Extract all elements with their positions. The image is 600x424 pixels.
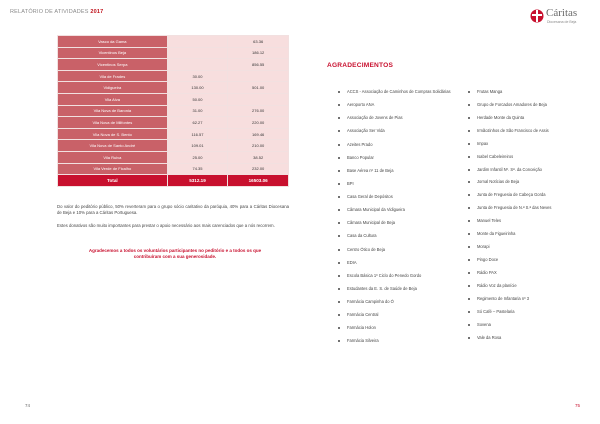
table-cell-value-b bbox=[228, 93, 289, 105]
agradecimento-item: Estudantes da E. S. de Saúde de Beja bbox=[337, 286, 457, 292]
header-year: 2017 bbox=[90, 9, 104, 15]
table-cell-location: Vila Ruiva bbox=[58, 151, 168, 163]
table-row bbox=[58, 59, 289, 71]
table-cell-location: Vila Nova de Milfontes bbox=[58, 117, 168, 129]
agradecimento-item: Junta de Freguesia de Cabeça Gorda bbox=[467, 192, 587, 198]
table-cell-value-b: 501.00 bbox=[228, 82, 289, 94]
agradecimento-item: Associação Ser Vida bbox=[337, 128, 457, 134]
table-cell-value-a: 62.27 bbox=[167, 117, 228, 129]
table-row bbox=[58, 163, 289, 175]
agradecimento-item: BPI bbox=[337, 181, 457, 187]
page-number-right: 75 bbox=[574, 403, 580, 408]
table-cell-value-a bbox=[167, 47, 228, 59]
table-row bbox=[58, 128, 289, 140]
table-cell-value-a: 31.00 bbox=[167, 105, 228, 117]
agradecimento-item: Vale da Rosa bbox=[467, 335, 587, 341]
table-cell-location: Total bbox=[58, 175, 168, 187]
agradecimentos-title: AGRADECIMENTOS bbox=[327, 62, 394, 69]
agradecimento-item: Casa da Cultura bbox=[337, 233, 457, 239]
table-row bbox=[58, 70, 289, 82]
table-cell-value-a: 25.00 bbox=[167, 151, 228, 163]
header-title: RELATÓRIO DE ATIVIDADES bbox=[10, 9, 89, 15]
table-cell-location: Vila Nova de Santo André bbox=[58, 140, 168, 152]
logo-subtitle: Diocesana de Beja bbox=[547, 20, 577, 24]
agradecimento-item: Manuel Teles bbox=[467, 218, 587, 224]
agradecimento-item: Frutas Manga bbox=[467, 89, 587, 95]
table-cell-location: Vila Nova de S. Bento bbox=[58, 128, 168, 140]
table-cell-value-b: 63.36 bbox=[228, 36, 289, 48]
agradecimento-item: Herdade Monte da Quinta bbox=[467, 115, 587, 121]
agradecimento-item: Regimento de Infantaria nº 3 bbox=[467, 296, 587, 302]
agradecimento-item: Irmãozinhos de São Francisco de Assis bbox=[467, 128, 587, 134]
agradecimento-item: Farmácia Holon bbox=[337, 325, 457, 331]
agradecimento-item: Grupo de Forcados Amadores de Beja bbox=[467, 102, 587, 108]
table-cell-location: Vila Nova de Baronia bbox=[58, 105, 168, 117]
agradecimento-item: Farmácia Campinha do Ó bbox=[337, 299, 457, 305]
table-cell-value-a: 5312.19 bbox=[167, 175, 228, 187]
agradecimento-item: Monte da Figueirinha bbox=[467, 231, 587, 237]
agradecimento-item: Farmácia Central bbox=[337, 312, 457, 318]
table-cell-value-b: 276.00 bbox=[228, 105, 289, 117]
agradecimento-item: ACCS - Associação de Caminhos de Compras Solidárias bbox=[337, 89, 457, 95]
table-cell-value-b: 186.12 bbox=[228, 47, 289, 59]
agradecimento-item: Impax bbox=[467, 141, 587, 147]
table-row bbox=[58, 140, 289, 152]
table-cell-value-a: 116.57 bbox=[167, 128, 228, 140]
table-cell-value-a: 130.00 bbox=[167, 82, 228, 94]
table-cell-value-a: 74.35 bbox=[167, 163, 228, 175]
agradecimento-item: Jornal Notícias de Beja bbox=[467, 179, 587, 185]
caritas-cross-icon bbox=[530, 8, 544, 24]
table-cell-value-b: 169.46 bbox=[228, 128, 289, 140]
table-cell-location: Vicentinos Serpa bbox=[58, 59, 168, 71]
table-cell-value-a: 30.00 bbox=[167, 70, 228, 82]
table-total-row bbox=[58, 175, 289, 187]
agradecimento-item: Isabel Cabeleireiros bbox=[467, 154, 587, 160]
table-cell-value-b bbox=[228, 70, 289, 82]
agradecimento-item: Banco Popular bbox=[337, 155, 457, 161]
caritas-logo bbox=[530, 6, 588, 28]
agradecimento-item: Aeroporto ANA bbox=[337, 102, 457, 108]
table-cell-value-a: 50.00 bbox=[167, 93, 228, 105]
agradecimento-item: Associação de Jovens de Pias bbox=[337, 115, 457, 121]
table-cell-value-a: 109.01 bbox=[167, 140, 228, 152]
table-cell-value-a bbox=[167, 59, 228, 71]
table-cell-location: Vicentinos Beja bbox=[58, 47, 168, 59]
agradecimento-item: Câmara Municipal de Beja bbox=[337, 220, 457, 226]
agradecimento-item: Centro Ótico de Beja bbox=[337, 247, 457, 253]
page-header bbox=[10, 9, 103, 15]
table-cell-value-a bbox=[167, 36, 228, 48]
paragraph-importance: Estes donativos são muito importantes para prestar o apoio necessário aos mais carenciados que a nós recorrem. bbox=[57, 223, 275, 228]
table-cell-location: Vila de Frades bbox=[58, 70, 168, 82]
agradecimento-item: Rádio PAX bbox=[467, 270, 587, 276]
agradecimento-item: Rádio Voz da planície bbox=[467, 283, 587, 289]
agradecimento-item: Só Café – Pastelaria bbox=[467, 309, 587, 315]
thanks-note: Agradecemos a todos os voluntários participantes no peditório e a todos os que contribuíram com a sua generosidade. bbox=[88, 248, 262, 260]
table-row bbox=[58, 117, 289, 129]
table-cell-value-b: 856.55 bbox=[228, 59, 289, 71]
agradecimento-item: Escola Básica 1º Ciclo do Penedo Gordo bbox=[337, 273, 457, 279]
table-cell-value-b: 210.00 bbox=[228, 140, 289, 152]
table-row bbox=[58, 36, 289, 48]
agradecimento-item: EDIA bbox=[337, 260, 457, 266]
agradecimento-item: Junta de Freguesia de N.ª S.ª das Neves bbox=[467, 205, 587, 211]
donations-table bbox=[57, 35, 289, 187]
agradecimento-item: Câmara Municipal da Vidigueira bbox=[337, 207, 457, 213]
table-cell-value-b: 232.00 bbox=[228, 163, 289, 175]
agradecimento-item: Jardim Infantil Nº. Sª. da Conceição bbox=[467, 167, 587, 173]
table-row bbox=[58, 105, 289, 117]
table-row bbox=[58, 93, 289, 105]
logo-name: Cáritas bbox=[546, 7, 578, 19]
agradecimento-item: Pingo Doce bbox=[467, 257, 587, 263]
agradecimentos-list-right bbox=[467, 89, 587, 347]
table-cell-value-b: 38.52 bbox=[228, 151, 289, 163]
table-row bbox=[58, 82, 289, 94]
agradecimento-item: Casa Geral de Depósitos bbox=[337, 194, 457, 200]
table-row bbox=[58, 47, 289, 59]
table-cell-location: Vasco da Gama bbox=[58, 36, 168, 48]
table-cell-location: Vidigueira bbox=[58, 82, 168, 94]
agradecimento-item: Azeites Prado bbox=[337, 142, 457, 148]
table-cell-value-b: 220.00 bbox=[228, 117, 289, 129]
agradecimento-item: Base Aérea nº 11 de Beja bbox=[337, 168, 457, 174]
paragraph-distribution: Do valor do peditório público, 50% reverteram para o grupo sócio caritativo da paróquia, 40% para a Cáritas Diocesana de Beja e 10% para a Cáritas Portuguesa. bbox=[57, 204, 289, 216]
page-number-left: 74 bbox=[25, 403, 31, 408]
agradecimento-item: Farmácia Silveira bbox=[337, 338, 457, 344]
agradecimento-item: Morapi bbox=[467, 244, 587, 250]
table-cell-location: Vila Alva bbox=[58, 93, 168, 105]
agradecimento-item: Sovena bbox=[467, 322, 587, 328]
agradecimentos-list-left bbox=[337, 89, 457, 352]
table-row bbox=[58, 151, 289, 163]
table-cell-location: Vila Verde de Ficalho bbox=[58, 163, 168, 175]
table-cell-value-b: 16503.06 bbox=[228, 175, 289, 187]
